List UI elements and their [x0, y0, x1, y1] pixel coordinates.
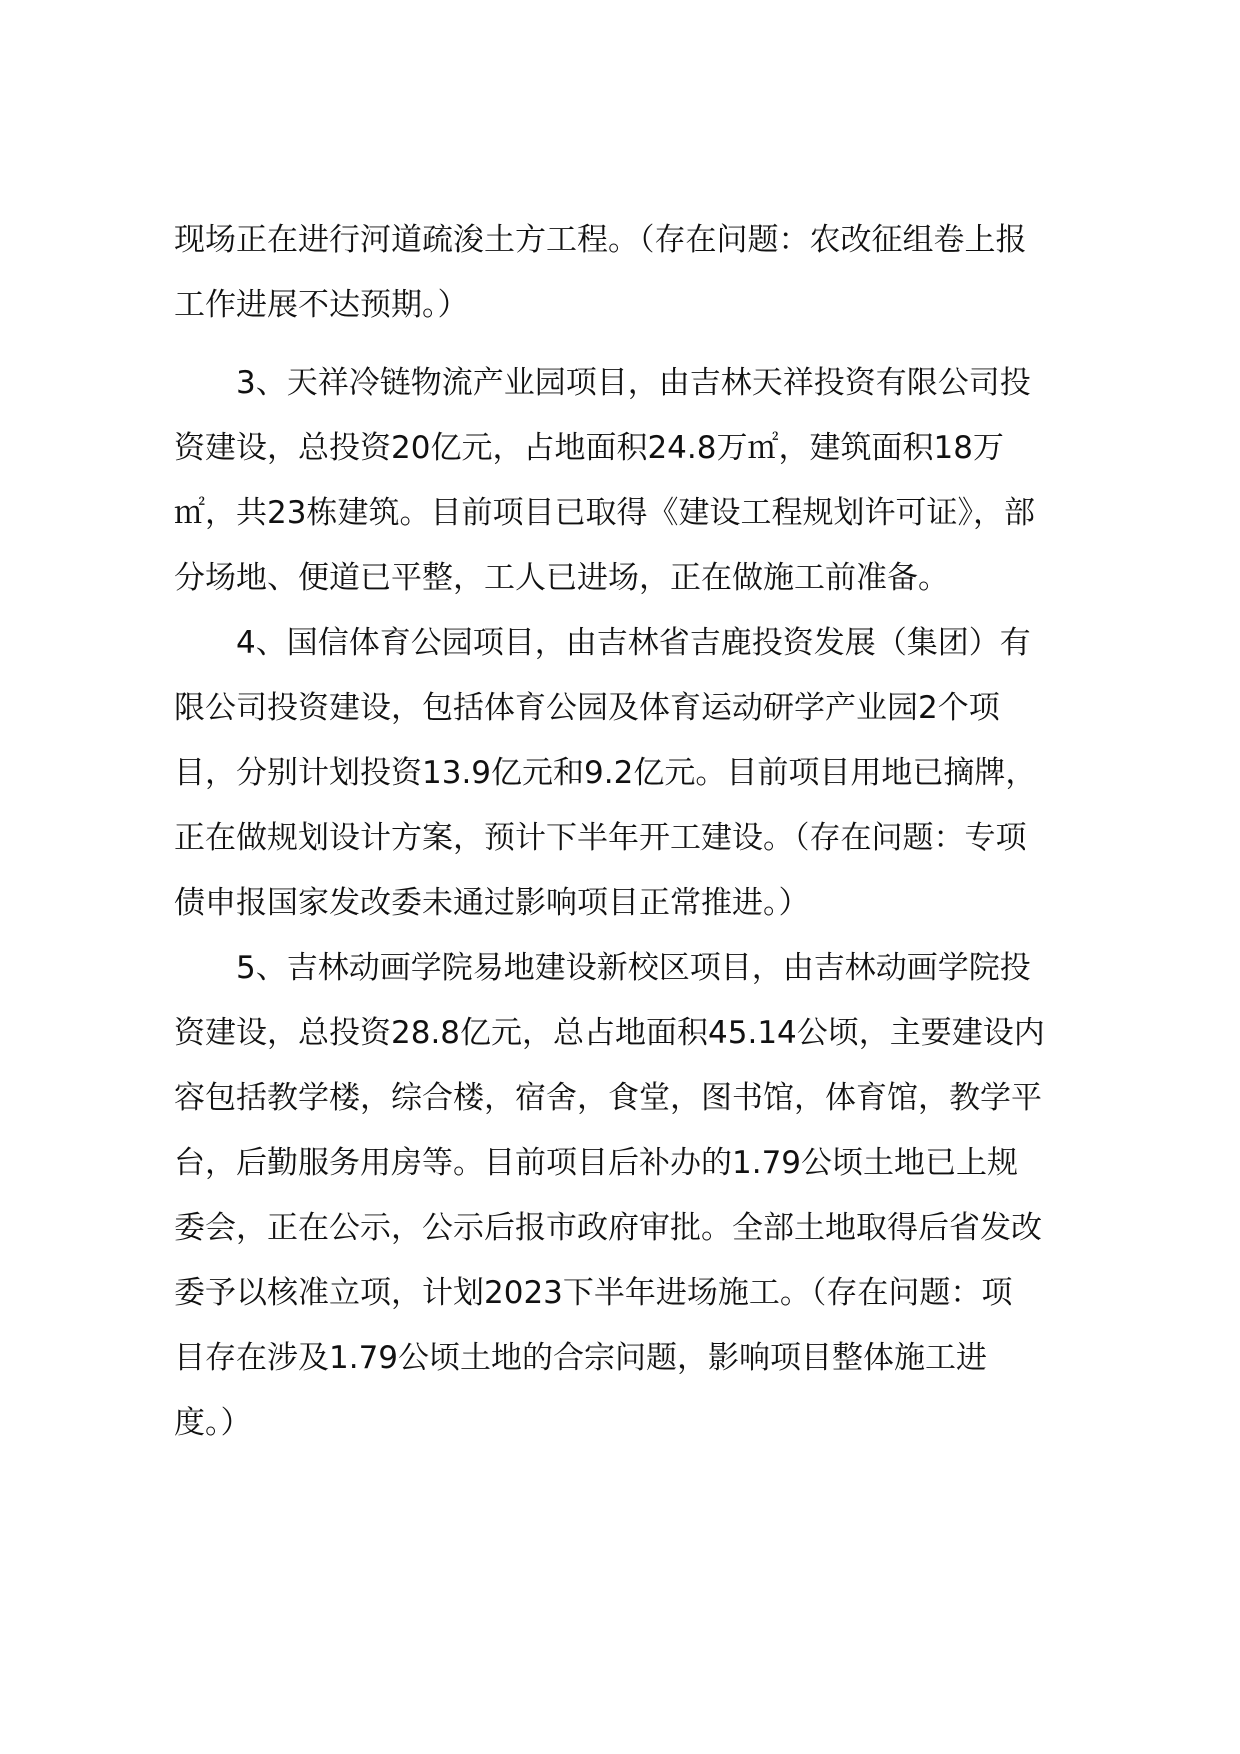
- text-line: 委会，正在公示，公示后报市政府审批。全部土地取得后省发改: [174, 1210, 1042, 1246]
- text-line: 目，分别计划投资13.9亿元和9.2亿元。目前项目用地已摘牌，: [174, 755, 1037, 791]
- text-line: 分场地、便道已平整，工人已进场，正在做施工前准备。: [174, 560, 949, 596]
- paragraph-item-5: [174, 936, 1104, 1456]
- text-line: 债申报国家发改委未通过影响项目正常推进。）: [174, 885, 810, 921]
- document-body: [174, 208, 1104, 1456]
- text-line: 台，后勤服务用房等。目前项目后补办的1.79公顷土地已上规: [174, 1145, 1019, 1181]
- text-line: 4、国信体育公园项目，由吉林省吉鹿投资发展（集团）有: [174, 625, 1031, 661]
- text-line: 委予以核准立项，计划2023下半年进场施工。（存在问题：项: [174, 1275, 1013, 1311]
- text-line: 资建设，总投资20亿元，占地面积24.8万㎡，建筑面积18万: [174, 430, 1004, 466]
- text-line: 目存在涉及1.79公顷土地的合宗问题，影响项目整体施工进: [174, 1340, 988, 1376]
- text-line: ㎡，共23栋建筑。目前项目已取得《建设工程规划许可证》，部: [174, 495, 1035, 531]
- paragraph-item-4: [174, 611, 1104, 936]
- text-line: 3、天祥冷链物流产业园项目，由吉林天祥投资有限公司投: [174, 365, 1031, 401]
- text-line: 工作进展不达预期。）: [174, 287, 469, 323]
- paragraph-item-3: [174, 351, 1104, 611]
- text-line: 资建设，总投资28.8亿元，总占地面积45.14公顷，主要建设内: [174, 1015, 1045, 1051]
- paragraph-continuation: [174, 208, 1104, 338]
- text-line: 5、吉林动画学院易地建设新校区项目，由吉林动画学院投: [174, 950, 1031, 986]
- text-line: 容包括教学楼，综合楼，宿舍，食堂，图书馆，体育馆，教学平: [174, 1080, 1042, 1116]
- text-line: 正在做规划设计方案，预计下半年开工建设。（存在问题：专项: [174, 820, 1027, 856]
- text-line: 限公司投资建设，包括体育公园及体育运动研学产业园2个项: [174, 690, 1000, 726]
- text-line: 现场正在进行河道疏浚土方工程。（存在问题：农改征组卷上报: [174, 222, 1027, 258]
- text-line: 度。）: [174, 1405, 252, 1441]
